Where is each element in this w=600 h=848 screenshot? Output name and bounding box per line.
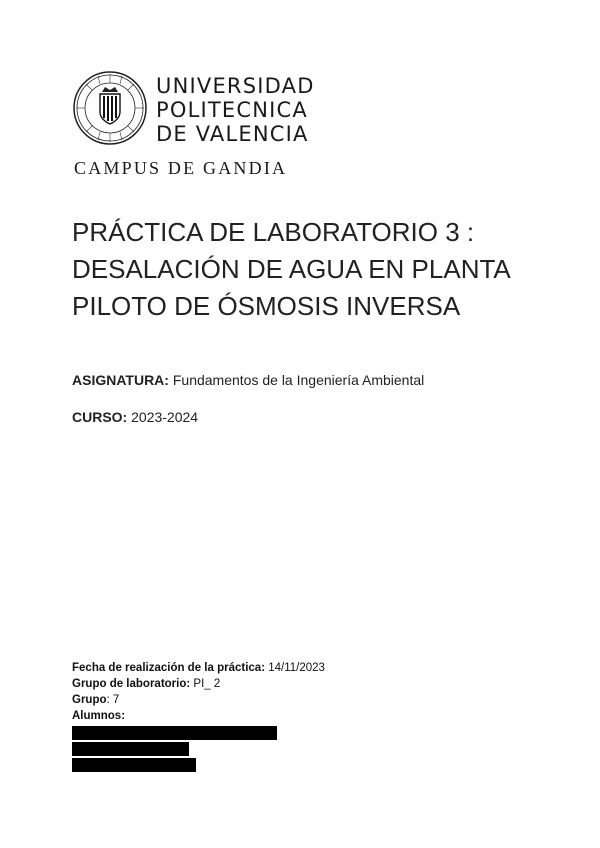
- asignatura-field: [72, 372, 424, 388]
- curso-field: [72, 409, 198, 425]
- grupo-lab-field: [72, 678, 220, 690]
- grupo-value: : 7: [106, 694, 120, 706]
- university-seal-icon: [72, 70, 148, 146]
- alumnos-label: Alumnos:: [72, 710, 126, 722]
- grupo-lab-value: PI_ 2: [193, 678, 221, 690]
- university-name-line-1: UNIVERSIDAD: [156, 74, 315, 98]
- university-name-line-3: DE VALENCIA: [156, 122, 309, 146]
- asignatura-value: Fundamentos de la Ingeniería Ambiental: [172, 372, 425, 388]
- curso-value: 2023-2024: [131, 409, 199, 425]
- title-line-3: PILOTO DE ÓSMOSIS INVERSA: [72, 291, 461, 321]
- grupo-field: [72, 694, 119, 706]
- fecha-label: Fecha de realización de la práctica:: [72, 662, 266, 674]
- asignatura-label: ASIGNATURA:: [72, 372, 169, 388]
- redacted-student-2: [72, 742, 189, 756]
- redacted-student-3: [72, 758, 196, 772]
- title-line-2: DESALACIÓN DE AGUA EN PLANTA: [72, 254, 511, 284]
- alumnos-field: [72, 710, 125, 722]
- university-name-line-2: POLITECNICA: [156, 98, 308, 122]
- grupo-lab-label: Grupo de laboratorio:: [72, 678, 191, 690]
- grupo-label: Grupo: [72, 694, 107, 706]
- curso-label: CURSO:: [72, 409, 128, 425]
- title-line-1: PRÁCTICA DE LABORATORIO 3 :: [72, 217, 475, 247]
- university-name: [156, 74, 315, 146]
- fecha-field: [72, 662, 325, 674]
- redacted-student-1: [72, 726, 277, 740]
- campus-name: CAMPUS DE GANDIA: [74, 158, 288, 178]
- fecha-value: 14/11/2023: [268, 662, 325, 674]
- document-title: [72, 214, 511, 325]
